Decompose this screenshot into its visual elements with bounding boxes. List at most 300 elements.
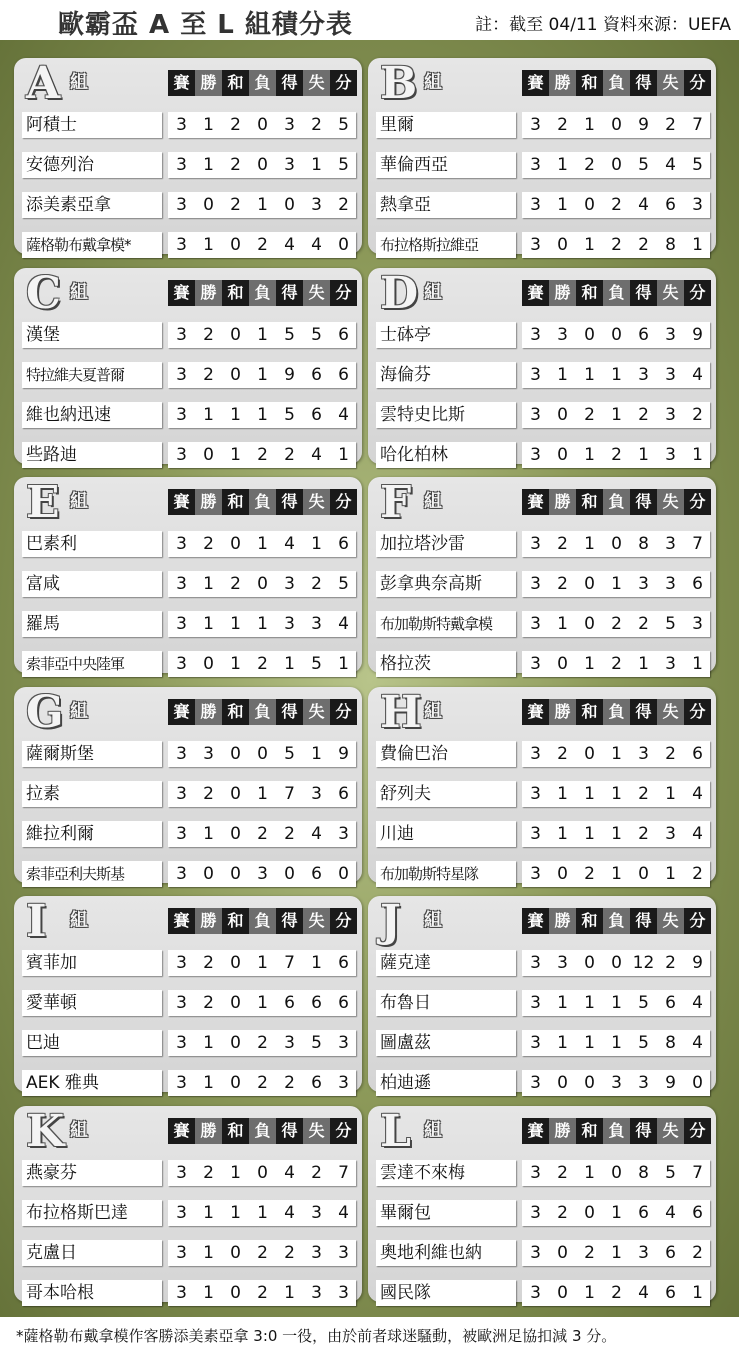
stat-cell: 1: [692, 1282, 703, 1303]
column-header-cell: 勝: [549, 908, 576, 934]
stat-cell: 2: [638, 823, 649, 844]
stat-cell: 3: [530, 155, 541, 175]
stat-cell: 3: [530, 235, 541, 255]
group-c-panel: [14, 268, 362, 464]
team-stats-box: [168, 1070, 356, 1096]
stat-cell: 6: [665, 1282, 676, 1303]
stat-cell: 0: [230, 953, 241, 973]
team-name: 阿積士: [26, 115, 77, 135]
team-name-box: [376, 821, 516, 847]
stat-cell: 3: [530, 1202, 541, 1223]
stat-cell: 6: [338, 534, 349, 554]
stat-cell: 2: [311, 115, 322, 135]
team-stats-box: [168, 442, 356, 468]
stat-cell: 3: [665, 654, 676, 674]
group-letter: L: [380, 1105, 411, 1157]
column-header-cell: 和: [222, 280, 249, 306]
stat-cell: 2: [638, 614, 649, 634]
stat-cell: 3: [638, 1073, 649, 1093]
team-stats-box: [522, 192, 710, 218]
team-name: 圖盧茲: [380, 1033, 431, 1053]
stat-cell: 1: [638, 654, 649, 674]
team-name: 維也納迅速: [26, 404, 111, 425]
team-row: [376, 861, 710, 887]
team-row: [22, 990, 356, 1016]
stat-cell: 5: [665, 1162, 676, 1183]
stat-cell: 0: [338, 235, 349, 255]
column-header-cell: 得: [276, 908, 303, 934]
stat-cell: 2: [230, 155, 241, 175]
team-name: 薩克達: [380, 953, 431, 973]
team-name: 柏迪遜: [380, 1073, 431, 1093]
stat-cell: 0: [611, 1162, 622, 1183]
team-name-box: [376, 152, 516, 178]
stat-cell: 6: [665, 195, 676, 215]
stat-cell: 3: [176, 404, 187, 425]
stat-cell: 1: [557, 195, 568, 215]
team-stats-box: [168, 1160, 356, 1186]
group-letter: G: [26, 686, 64, 738]
team-row: [22, 322, 356, 348]
stat-cell: 4: [665, 155, 676, 175]
stat-cell: 1: [257, 534, 268, 554]
team-name: 海倫芬: [380, 364, 431, 385]
stat-cell: 3: [176, 863, 187, 884]
column-header-cell: 勝: [549, 280, 576, 306]
team-name-box: [376, 1160, 516, 1186]
team-row: [376, 1240, 710, 1266]
stat-cell: 1: [257, 195, 268, 215]
stat-cell: 3: [638, 364, 649, 385]
stat-cell: 3: [557, 324, 568, 345]
stat-cell: 1: [584, 1282, 595, 1303]
team-stats-box: [522, 442, 710, 468]
stat-cell: 3: [176, 1073, 187, 1093]
stat-cell: 2: [557, 115, 568, 135]
team-name: 格拉茨: [380, 654, 431, 674]
stat-cell: 6: [311, 863, 322, 884]
stat-cell: 0: [557, 654, 568, 674]
stat-cell: 3: [176, 654, 187, 674]
stat-cell: 0: [584, 574, 595, 594]
column-header-cell: 和: [222, 699, 249, 725]
stat-cell: 3: [530, 574, 541, 594]
team-name-box: [376, 322, 516, 348]
team-row: [376, 651, 710, 677]
stat-cell: 4: [284, 1162, 295, 1183]
stat-cell: 3: [530, 953, 541, 973]
group-letter: D: [380, 267, 419, 319]
stat-cell: 1: [584, 235, 595, 255]
stat-cell: 2: [284, 1242, 295, 1263]
stat-cell: 2: [611, 614, 622, 634]
team-stats-box: [168, 821, 356, 847]
stat-cell: 3: [530, 534, 541, 554]
team-row: [376, 821, 710, 847]
column-header-cell: 失: [303, 1118, 330, 1144]
column-header-cell: 負: [249, 1118, 276, 1144]
stat-cell: 3: [665, 444, 676, 465]
stat-cell: 3: [176, 783, 187, 804]
stat-cell: 1: [203, 1242, 214, 1263]
team-stats-box: [522, 1240, 710, 1266]
stat-cell: 2: [611, 654, 622, 674]
stat-cell: 3: [311, 195, 322, 215]
stat-cell: 0: [584, 1202, 595, 1223]
stat-cell: 6: [692, 743, 703, 764]
team-name-box: [22, 1240, 162, 1266]
team-stats-box: [522, 1200, 710, 1226]
stat-cell: 5: [284, 324, 295, 345]
stat-cell: 2: [257, 1242, 268, 1263]
team-row: [22, 442, 356, 468]
stat-cell: 1: [230, 444, 241, 465]
team-name-box: [22, 442, 162, 468]
stat-cell: 3: [176, 195, 187, 215]
team-stats-box: [168, 362, 356, 388]
stat-cell: 2: [584, 404, 595, 425]
team-stats-box: [522, 571, 710, 597]
stat-cell: 2: [665, 953, 676, 973]
stat-cell: 1: [284, 1282, 295, 1303]
team-name-box: [22, 1030, 162, 1056]
stat-cell: 0: [557, 404, 568, 425]
team-row: [376, 152, 710, 178]
stat-cell: 1: [584, 364, 595, 385]
stat-cell: 2: [611, 235, 622, 255]
stat-cell: 0: [230, 863, 241, 884]
group-suffix: 組: [70, 72, 88, 93]
stat-cell: 6: [692, 574, 703, 594]
team-name: 愛華頓: [26, 993, 77, 1013]
column-header-cell: 賽: [168, 1118, 195, 1144]
stat-cell: 0: [230, 1073, 241, 1093]
team-row: [22, 781, 356, 807]
stat-cell: 1: [230, 1162, 241, 1183]
team-name-box: [376, 192, 516, 218]
stat-cell: 3: [176, 534, 187, 554]
team-stats-box: [168, 571, 356, 597]
group-letter: K: [26, 1105, 65, 1157]
stat-cell: 1: [665, 863, 676, 884]
group-a-panel: [14, 58, 362, 254]
stat-cell: 3: [665, 823, 676, 844]
stat-cell: 0: [257, 1162, 268, 1183]
stat-cell: 2: [638, 783, 649, 804]
stat-cell: 3: [692, 614, 703, 634]
stat-cell: 3: [176, 823, 187, 844]
stat-cell: 1: [203, 1282, 214, 1303]
footer: [0, 1317, 739, 1352]
team-name: 維拉利爾: [26, 823, 94, 844]
stat-cell: 3: [284, 115, 295, 135]
stat-cell: 3: [176, 953, 187, 973]
group-suffix: 組: [424, 700, 442, 722]
group-suffix: 組: [70, 1119, 88, 1141]
stat-cell: 2: [692, 404, 703, 425]
stat-cell: 9: [692, 953, 703, 973]
team-stats-box: [168, 1240, 356, 1266]
stat-cell: 3: [338, 1033, 349, 1053]
team-name: 些路迪: [26, 444, 77, 465]
column-header-cell: 勝: [195, 1118, 222, 1144]
page-title: 歐霸盃 A 至 L 組積分表: [58, 10, 353, 40]
stat-cell: 3: [530, 863, 541, 884]
team-name-box: [376, 1280, 516, 1306]
stat-cell: 0: [584, 195, 595, 215]
stat-cell: 1: [557, 364, 568, 385]
team-stats-box: [168, 741, 356, 767]
stat-cell: 4: [311, 823, 322, 844]
stat-cell: 8: [665, 235, 676, 255]
stat-cell: 1: [203, 155, 214, 175]
team-name: 布加勒斯特戴拿模: [380, 615, 493, 633]
stat-cell: 2: [665, 115, 676, 135]
stat-cell: 0: [557, 1073, 568, 1093]
stat-cell: 3: [530, 1162, 541, 1183]
stat-cell: 4: [692, 993, 703, 1013]
stat-cell: 1: [611, 574, 622, 594]
stat-cell: 0: [638, 863, 649, 884]
stat-cell: 0: [203, 863, 214, 884]
group-suffix: 組: [70, 281, 88, 303]
group-letter: A: [26, 58, 61, 109]
stat-cell: 3: [203, 743, 214, 764]
team-row: [22, 1240, 356, 1266]
team-stats-box: [168, 1280, 356, 1306]
stat-cell: 1: [584, 823, 595, 844]
column-header-cell: 勝: [549, 70, 576, 96]
stat-cell: 2: [284, 823, 295, 844]
team-name-box: [376, 861, 516, 887]
team-name: 華倫西亞: [380, 155, 448, 175]
stat-cell: 2: [257, 823, 268, 844]
stat-cell: 0: [230, 324, 241, 345]
team-name: 哥本哈根: [26, 1282, 94, 1303]
stat-cell: 3: [530, 324, 541, 345]
stat-cell: 5: [311, 1033, 322, 1053]
team-name-box: [22, 571, 162, 597]
stat-cell: 3: [692, 195, 703, 215]
stat-cell: 4: [311, 444, 322, 465]
group-k-panel: [14, 1106, 362, 1302]
stat-cell: 1: [611, 364, 622, 385]
group-suffix: 組: [70, 491, 88, 512]
team-name: 畢爾包: [380, 1202, 431, 1223]
stat-cell: 6: [311, 404, 322, 425]
stat-cell: 2: [611, 444, 622, 465]
team-stats-box: [522, 402, 710, 428]
team-name-box: [22, 322, 162, 348]
column-header-cell: 分: [684, 280, 711, 306]
team-name-box: [22, 651, 162, 677]
group-e-panel: [14, 477, 362, 673]
footnote: *薩格勒布戴拿模作客勝添美素亞拿 3:0 一役，由於前者球迷騷動，被歐洲足協扣減 3 分。: [16, 1327, 617, 1345]
stat-cell: 2: [665, 743, 676, 764]
stat-cell: 8: [638, 534, 649, 554]
team-row: [376, 442, 710, 468]
stat-cell: 2: [638, 404, 649, 425]
stat-cell: 3: [284, 1033, 295, 1053]
stat-cell: 3: [338, 1282, 349, 1303]
team-name: 巴迪: [26, 1033, 60, 1053]
column-header-cell: 負: [249, 489, 276, 515]
column-header-cell: 賽: [522, 70, 549, 96]
stat-cell: 0: [584, 614, 595, 634]
stat-cell: 1: [611, 993, 622, 1013]
column-header-cell: 和: [576, 1118, 603, 1144]
team-name: 安德列治: [26, 155, 94, 175]
stat-cell: 0: [230, 783, 241, 804]
team-name-box: [22, 950, 162, 976]
stat-cell: 3: [338, 1073, 349, 1093]
stat-cell: 4: [284, 534, 295, 554]
stat-cell: 1: [203, 1202, 214, 1223]
stat-cell: 1: [338, 444, 349, 465]
group-g-panel: [14, 687, 362, 883]
column-header-cell: 和: [222, 70, 249, 96]
stat-cell: 4: [692, 783, 703, 804]
stat-cell: 5: [638, 155, 649, 175]
stat-cell: 0: [230, 1033, 241, 1053]
stat-cell: 2: [692, 863, 703, 884]
column-header-cell: 失: [303, 908, 330, 934]
stat-cell: 1: [203, 1073, 214, 1093]
column-header-cell: 失: [303, 70, 330, 96]
team-name: 彭拿典奈高斯: [380, 574, 482, 594]
stat-cell: 7: [692, 534, 703, 554]
stat-cell: 1: [257, 1202, 268, 1223]
column-header-cell: 賽: [168, 908, 195, 934]
stat-cell: 1: [203, 235, 214, 255]
column-header-cell: 得: [276, 280, 303, 306]
stat-cell: 2: [203, 324, 214, 345]
stat-cell: 1: [257, 404, 268, 425]
stat-cell: 4: [284, 1202, 295, 1223]
group-letter: F: [380, 477, 412, 528]
group-letter: C: [26, 267, 62, 319]
team-row: [22, 531, 356, 557]
team-stats-box: [522, 651, 710, 677]
stat-cell: 1: [203, 574, 214, 594]
column-header-cell: 賽: [522, 280, 549, 306]
stat-cell: 0: [230, 534, 241, 554]
stat-cell: 3: [311, 1282, 322, 1303]
stat-cell: 6: [338, 993, 349, 1013]
stat-cell: 1: [692, 444, 703, 465]
team-name-box: [376, 651, 516, 677]
stat-cell: 1: [257, 614, 268, 634]
stat-cell: 3: [284, 574, 295, 594]
team-name-box: [376, 232, 516, 258]
stat-cell: 6: [338, 364, 349, 385]
stat-cell: 6: [284, 993, 295, 1013]
team-name-box: [376, 112, 516, 138]
stat-cell: 4: [665, 1202, 676, 1223]
stat-cell: 2: [557, 1202, 568, 1223]
team-row: [22, 232, 356, 258]
team-name: 漢堡: [26, 324, 60, 345]
group-b-panel: [368, 58, 716, 254]
stat-cell: 3: [176, 574, 187, 594]
team-row: [22, 362, 356, 388]
stat-cell: 3: [176, 743, 187, 764]
stat-cell: 3: [638, 574, 649, 594]
team-row: [22, 611, 356, 637]
column-header-cell: 分: [684, 489, 711, 515]
stat-cell: 5: [692, 155, 703, 175]
stat-cell: 2: [284, 1073, 295, 1093]
team-row: [22, 152, 356, 178]
team-stats-box: [522, 1030, 710, 1056]
stat-cell: 2: [203, 993, 214, 1013]
group-suffix: 組: [424, 910, 442, 931]
stat-cell: 1: [611, 1242, 622, 1263]
group-letter: B: [380, 58, 418, 109]
stat-cell: 4: [638, 1282, 649, 1303]
team-name-box: [376, 442, 516, 468]
team-stats-box: [168, 112, 356, 138]
column-header-cell: 失: [303, 489, 330, 515]
team-stats-box: [522, 821, 710, 847]
stat-cell: 1: [257, 324, 268, 345]
stat-cell: 6: [665, 993, 676, 1013]
column-header-cell: 和: [576, 489, 603, 515]
stat-cell: 0: [611, 953, 622, 973]
stat-cell: 0: [611, 324, 622, 345]
stat-cell: 3: [176, 115, 187, 135]
stat-cell: 6: [665, 1242, 676, 1263]
column-header-cell: 負: [249, 699, 276, 725]
stat-cell: 2: [203, 1162, 214, 1183]
stat-cell: 2: [257, 235, 268, 255]
team-name-box: [22, 781, 162, 807]
column-header-cell: 分: [330, 1118, 357, 1144]
column-header-cell: 賽: [168, 489, 195, 515]
team-name: 薩格勒布戴拿模*: [26, 236, 131, 254]
team-name-box: [376, 990, 516, 1016]
group-suffix: 組: [70, 700, 88, 722]
group-d-panel: [368, 268, 716, 464]
team-name-box: [22, 1070, 162, 1096]
stat-cell: 0: [611, 115, 622, 135]
column-header-cell: 勝: [195, 489, 222, 515]
stat-cell: 1: [584, 444, 595, 465]
column-header-cell: 賽: [522, 489, 549, 515]
column-header-cell: 分: [684, 70, 711, 96]
stat-cell: 3: [530, 404, 541, 425]
stat-cell: 4: [638, 195, 649, 215]
group-suffix: 組: [424, 72, 442, 93]
source-note: 註：截至 04/11 資料來源：UEFA: [475, 15, 731, 35]
team-name: 雲達不來梅: [380, 1162, 465, 1183]
stat-cell: 2: [203, 364, 214, 385]
stat-cell: 3: [176, 993, 187, 1013]
stat-cell: 6: [692, 1202, 703, 1223]
stat-cell: 4: [338, 614, 349, 634]
team-stats-box: [168, 152, 356, 178]
stat-cell: 1: [584, 654, 595, 674]
column-header-cell: 得: [276, 70, 303, 96]
team-stats-box: [522, 1160, 710, 1186]
team-name-box: [376, 362, 516, 388]
stat-cell: 4: [311, 235, 322, 255]
column-header-cell: 和: [576, 908, 603, 934]
stat-cell: 3: [530, 743, 541, 764]
column-header-cell: 得: [630, 70, 657, 96]
team-name: 布加勒斯特星隊: [380, 864, 479, 883]
team-name-box: [22, 861, 162, 887]
